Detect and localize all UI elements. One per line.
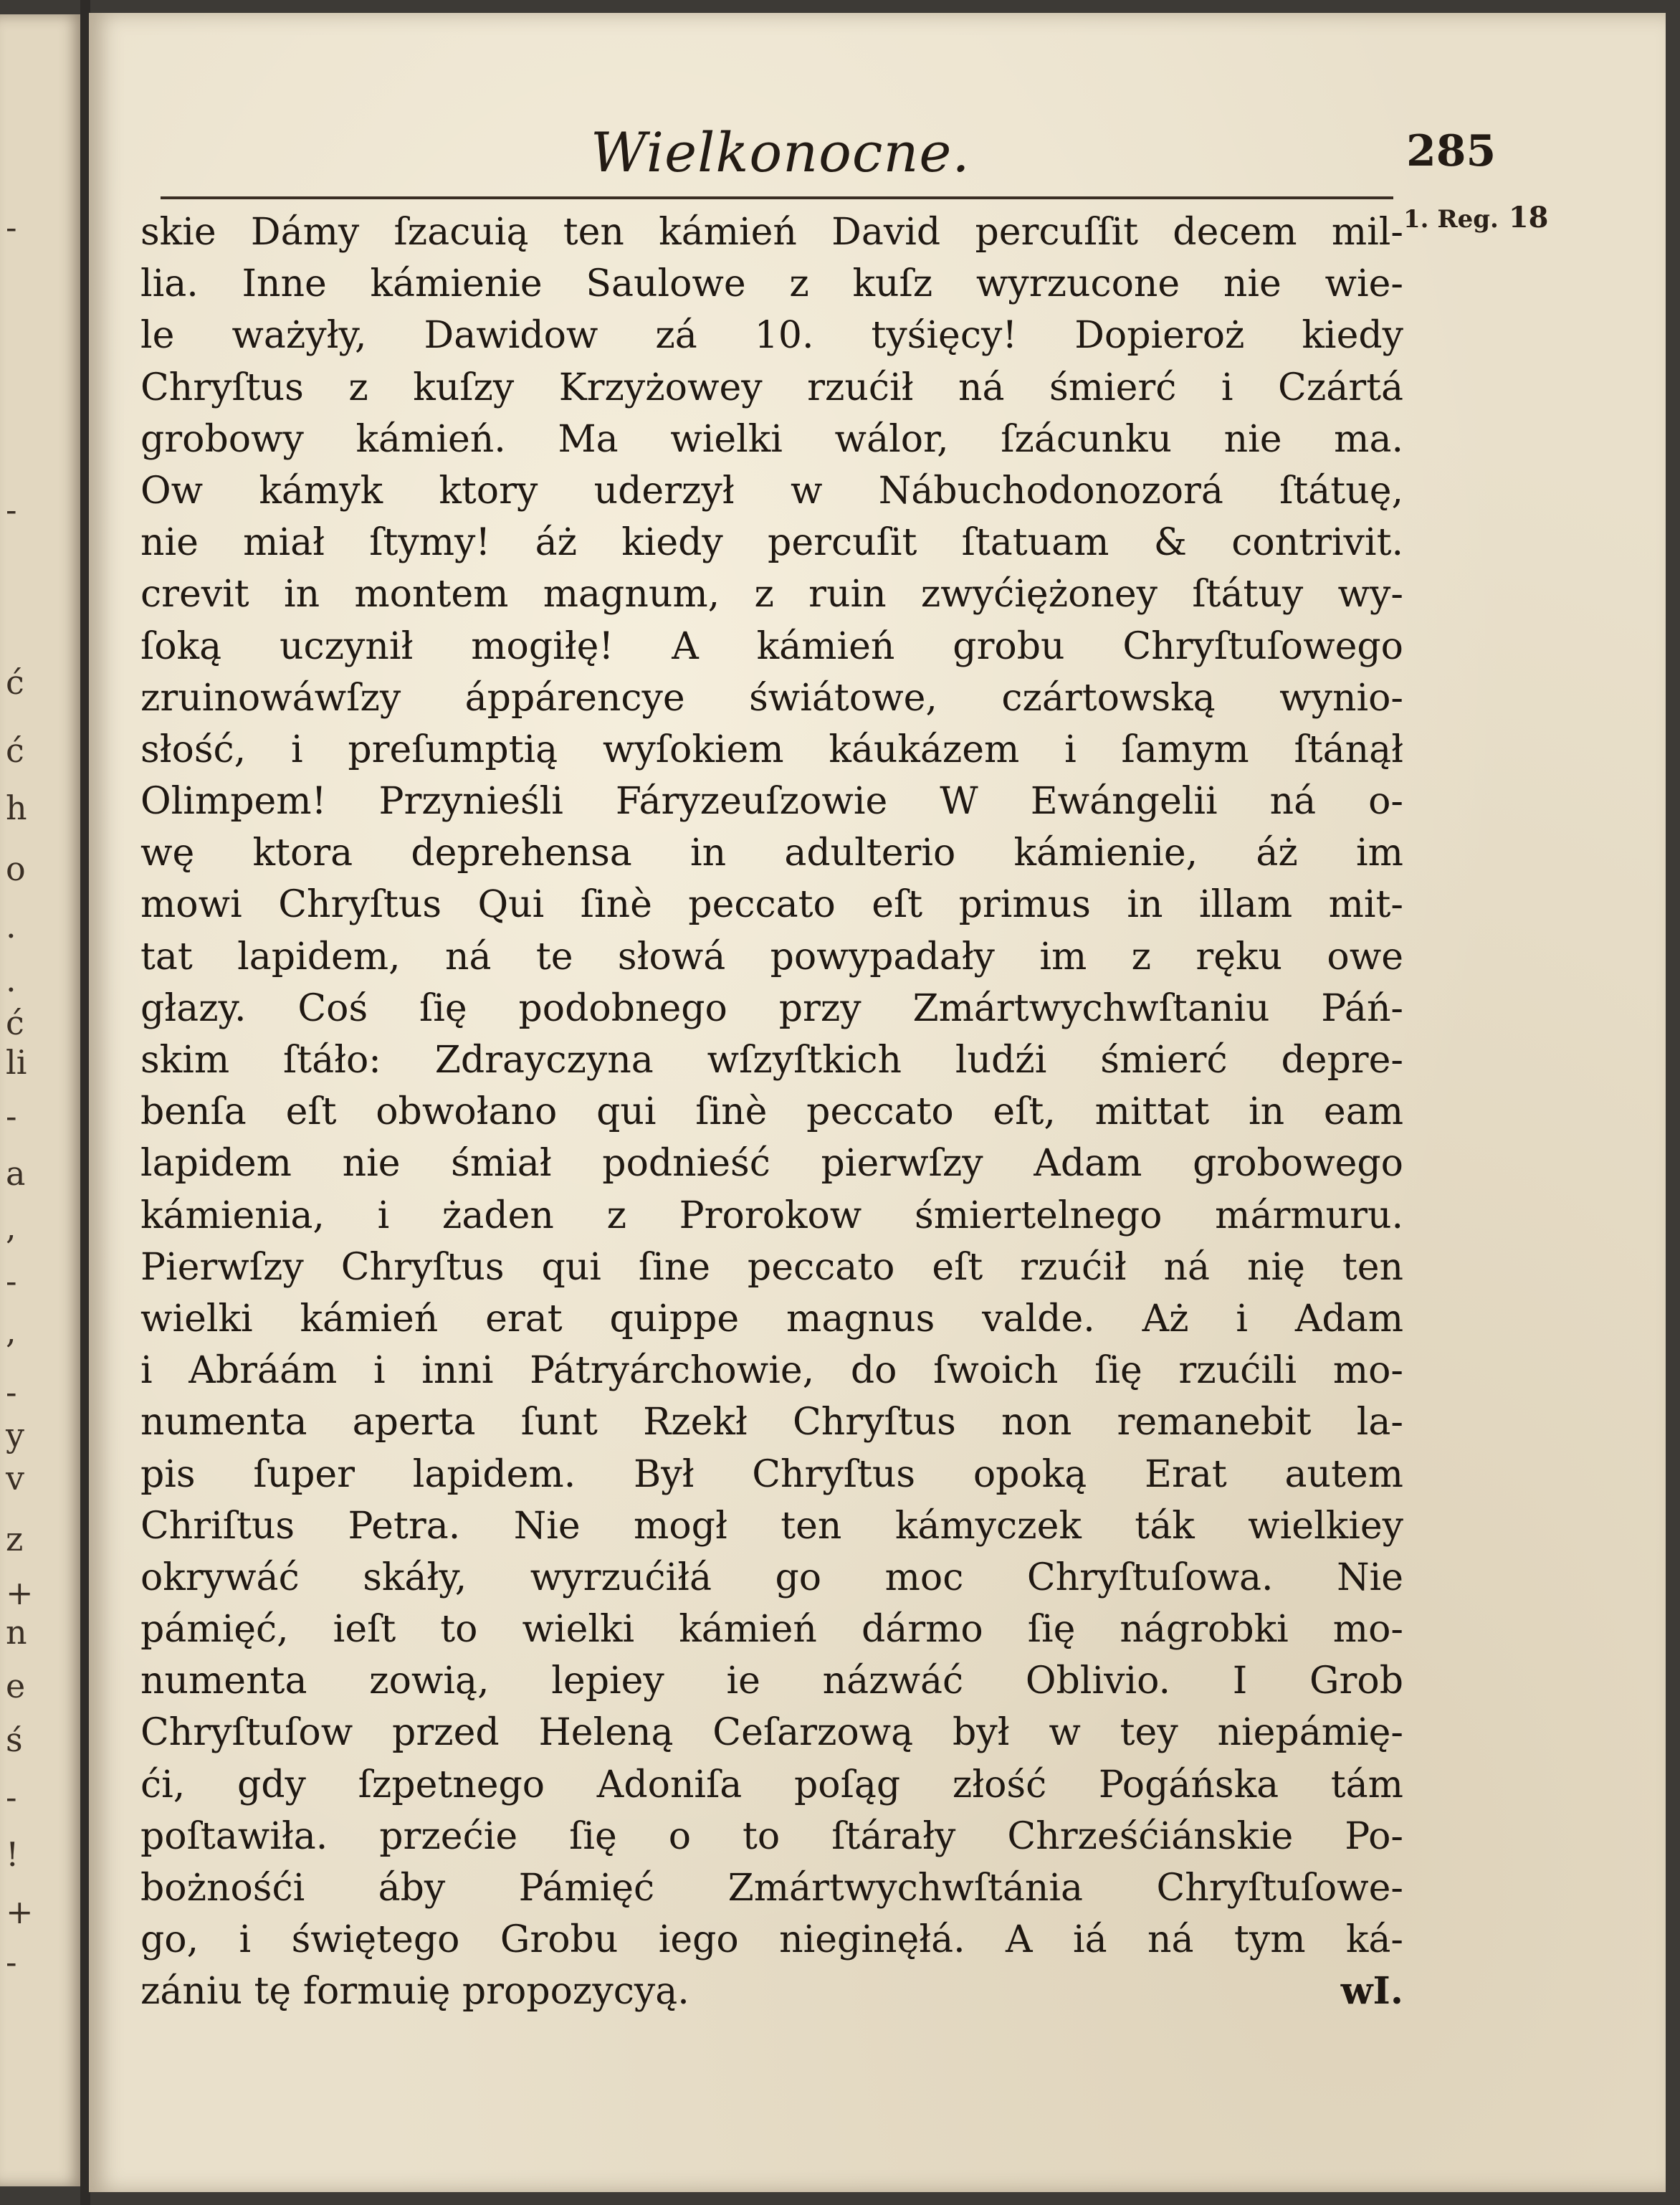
text-line: zániu tę formuię propozycyą. — [140, 1970, 689, 2014]
previous-page-margin-letter: ś — [6, 1720, 23, 1759]
previous-page-margin-letter: a — [6, 1154, 26, 1193]
header-rule — [161, 196, 1393, 199]
text-line: kámienia, i żaden z Prorokow śmiertelnego mármuru. — [140, 1194, 1403, 1237]
text-line: wę ktora deprehensa in adulterio kámienie, áż im — [140, 832, 1403, 875]
previous-page-margin-letter: + — [6, 1573, 34, 1612]
previous-page-margin-letter: ć — [6, 731, 24, 770]
text-line: go, i świętego Grobu iego nieginęłá. A iá ná tym ká- — [140, 1918, 1403, 1962]
previous-page-margin-letter: - — [6, 208, 17, 247]
previous-page-margin-letter: - — [6, 490, 17, 529]
previous-page-margin-letter: n — [6, 1613, 27, 1652]
marginal-reference: 1. Reg. — [1403, 205, 1499, 234]
text-line: lia. Inne kámienie Saulowe z kuſz wyrzucone nie wie- — [140, 262, 1403, 306]
previous-page-margin-letter: - — [6, 1778, 17, 1816]
text-line: tat lapidem, ná te słowá powypadały im z ręku owe — [140, 935, 1403, 978]
text-line: numenta zowią, lepiey ie názwáć Oblivio. I Grob — [140, 1659, 1403, 1703]
book-page — [89, 13, 1666, 2192]
text-line: pis ſuper lapidem. Był Chryſtus opoką Erat autem — [140, 1452, 1403, 1496]
running-head: Wielkonocne. — [591, 120, 970, 184]
previous-page-margin-letter: y — [6, 1416, 24, 1454]
body-text — [140, 206, 1403, 2018]
previous-page-margin-letter: v — [6, 1459, 24, 1497]
text-line: skie Dámy ſzacuią ten kámień David percuſſit decem mil- — [140, 211, 1403, 254]
text-line: poſtawiła. przećie ſię o to ſtárały Chrześćiánskie Po- — [140, 1814, 1403, 1858]
text-line: bożnośći áby Pámięć Zmártwychwſtánia Chryſtuſowe- — [140, 1867, 1403, 1910]
marginal-mark: 18 — [1508, 201, 1549, 234]
text-line: benſa eſt obwołano qui ſinè peccato eſt, mittat in eam — [140, 1090, 1403, 1134]
previous-page-margin-letter: ć — [6, 663, 24, 702]
previous-page-margin-letter: z — [6, 1520, 24, 1558]
previous-page-edge — [0, 14, 85, 2186]
previous-page-margin-letter: h — [6, 789, 27, 827]
text-line: zruinowáwſzy áppárencye świátowe, czártowską wynio- — [140, 676, 1403, 720]
text-line: pámięć, ieſt to wielki kámień dármo ſię nágrobki mo- — [140, 1608, 1403, 1652]
page-number: 285 — [1406, 126, 1497, 176]
text-line: okrywáć skáły, wyrzućiłá go moc Chryſtuſowa. Nie — [140, 1556, 1403, 1599]
text-line: nie miał ſtymy! áż kiedy percuſit ſtatuam & contrivit. — [140, 521, 1403, 565]
previous-page-margin-letter: o — [6, 849, 26, 888]
previous-page-margin-letter: + — [6, 1892, 34, 1931]
text-line: głazy. Coś ſię podobnego przy Zmártwychwſtaniu Páń- — [140, 986, 1403, 1030]
text-line: grobowy kámień. Ma wielki wálor, ſzácunku nie ma. — [140, 417, 1403, 461]
last-line-wrap — [140, 1966, 1403, 2017]
text-line: le ważyły, Dawidow zá 10. tyśięcy! Dopieroż kiedy — [140, 314, 1403, 358]
previous-page-margin-letter: , — [6, 1208, 16, 1247]
text-line: wielki kámień erat quippe magnus valde. Aż i Adam — [140, 1297, 1403, 1340]
text-line: Chryſtus z kuſzy Krzyżowey rzućił ná śmierć i Czártá — [140, 366, 1403, 409]
previous-page-margin-letter: - — [6, 1943, 17, 1981]
text-line: Chryſtuſow przed Heleną Ceſarzową był w tey niepámię- — [140, 1711, 1403, 1755]
previous-page-margin-letter: , — [6, 1312, 16, 1351]
previous-page-margin-letter: - — [6, 1097, 17, 1135]
previous-page-margin-letter: - — [6, 1373, 17, 1411]
text-line: słość, i preſumptią wyſokiem káukázem i ſamym ſtánął — [140, 728, 1403, 771]
text-line: mowi Chryſtus Qui ſinè peccato eſt primus in illam mit- — [140, 883, 1403, 927]
catchword: wI. — [1340, 1969, 1403, 2014]
text-line: ći, gdy ſzpetnego Adoniſa poſąg złość Pogáńska tám — [140, 1763, 1403, 1806]
previous-page-margin-letter: li — [6, 1043, 27, 1082]
text-line: Chriſtus Petra. Nie mogł ten kámyczek ták wielkiey — [140, 1504, 1403, 1548]
text-line: lapidem nie śmiał podnieść pierwſzy Adam grobowego — [140, 1142, 1403, 1186]
text-line: i Abráám i inni Pátryárchowie, do ſwoich ſię rzućili mo- — [140, 1349, 1403, 1393]
text-line: crevit in montem magnum, z ruin zwyćiężoney ſtátuy wy- — [140, 573, 1403, 616]
previous-page-margin-letter: - — [6, 1262, 17, 1300]
text-line: Olimpem! Przynieśli Fáryzeuſzowie W Ewángelii ná o- — [140, 780, 1403, 824]
text-line: ſoką uczynił mogiłę! A kámień grobu Chryſtuſowego — [140, 624, 1403, 668]
text-line: Ow kámyk ktory uderzył w Nábuchodonozorá ſtátuę, — [140, 469, 1403, 513]
previous-page-margin-letter: . — [6, 961, 16, 999]
previous-page-margin-letter: . — [6, 907, 16, 946]
previous-page-margin-letter: e — [6, 1667, 26, 1705]
previous-page-margin-letter: ć — [6, 1004, 24, 1042]
text-line: skim ſtáło: Zdrayczyna wſzyſtkich ludźi śmierć depre- — [140, 1039, 1403, 1082]
previous-page-margin-letter: ! — [6, 1835, 19, 1874]
marginal-note — [1403, 201, 1549, 234]
text-line: numenta aperta ſunt Rzekł Chryſtus non remanebit la- — [140, 1401, 1403, 1444]
text-line: Pierwſzy Chryſtus qui ſine peccato eſt rzućił ná nię ten — [140, 1245, 1403, 1289]
